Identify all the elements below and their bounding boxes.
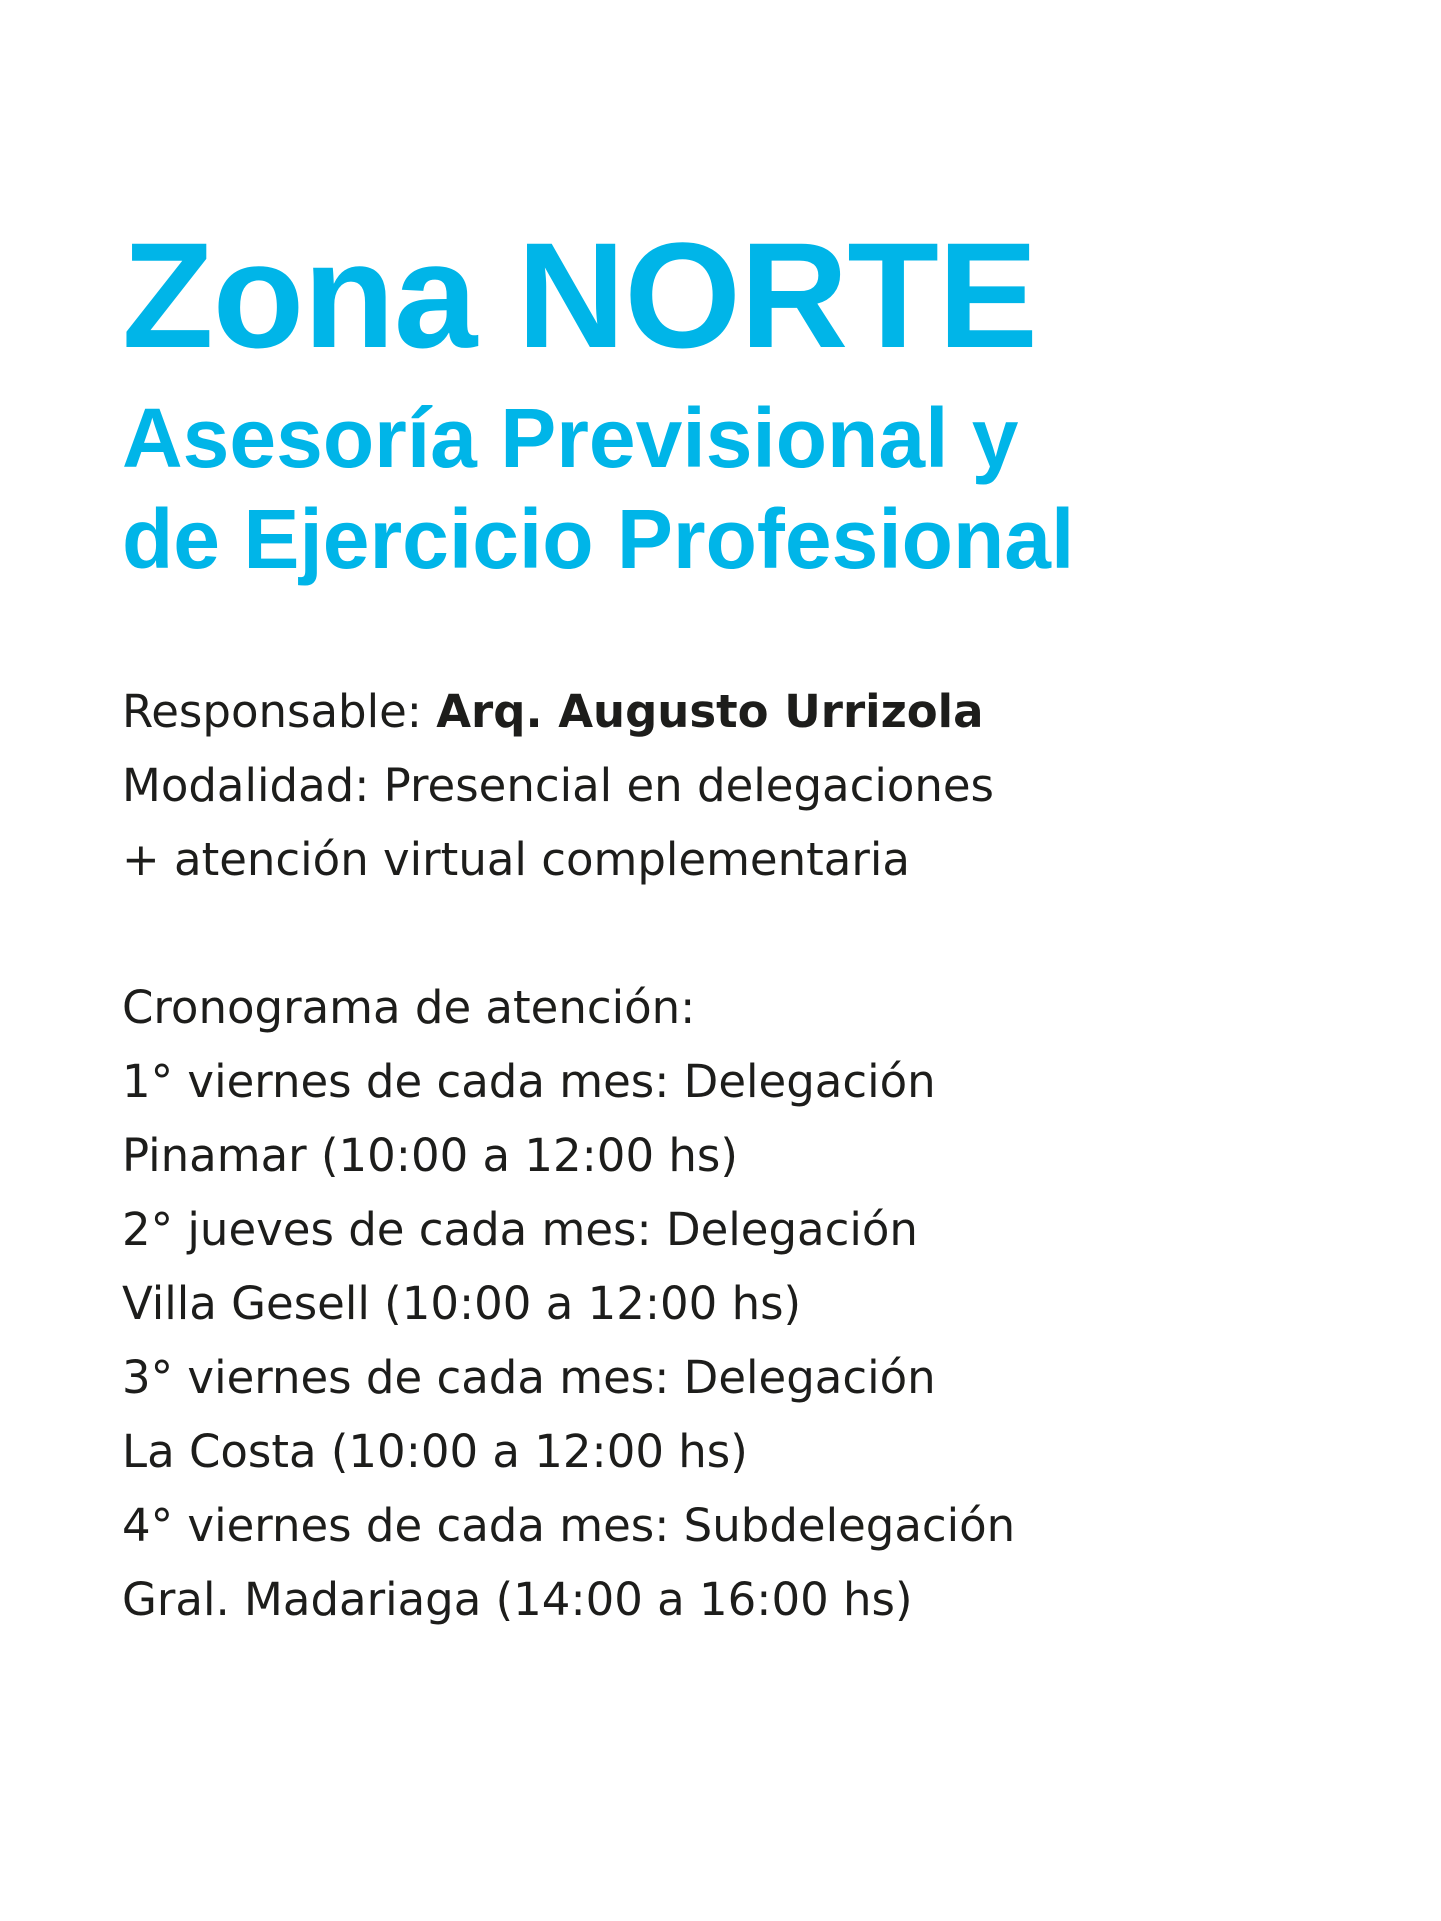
schedule-line-8: Gral. Madariaga (14:00 a 16:00 hs) xyxy=(122,1573,913,1626)
subtitle-line-1: Asesoría Previsional y xyxy=(122,391,1019,485)
schedule-line-1: 1° viernes de cada mes: Delegación xyxy=(122,1055,936,1108)
page-subtitle xyxy=(122,388,1382,590)
schedule-line-6: La Costa (10:00 a 12:00 hs) xyxy=(122,1425,748,1478)
section-spacer xyxy=(122,897,1382,971)
schedule-line-4: Villa Gesell (10:00 a 12:00 hs) xyxy=(122,1277,802,1330)
schedule-line-2: Pinamar (10:00 a 12:00 hs) xyxy=(122,1129,738,1182)
schedule-line-7: 4° viernes de cada mes: Subdelegación xyxy=(122,1499,1016,1552)
schedule-line-3: 2° jueves de cada mes: Delegación xyxy=(122,1203,918,1256)
schedule-line-5: 3° viernes de cada mes: Delegación xyxy=(122,1351,936,1404)
content-page xyxy=(122,211,1382,1637)
responsable-line xyxy=(122,675,1382,749)
modalidad-line-2: + atención virtual complementaria xyxy=(122,833,910,886)
subtitle-line-2: de Ejercicio Profesional xyxy=(122,492,1075,586)
info-block xyxy=(122,675,1382,1637)
modalidad-line-1: Modalidad: Presencial en delegaciones xyxy=(122,759,995,812)
responsable-label: Responsable: xyxy=(122,685,437,738)
responsable-name: Arq. Augusto Urrizola xyxy=(436,685,984,738)
schedule-heading: Cronograma de atención: xyxy=(122,981,696,1034)
page-title: Zona NORTE xyxy=(122,211,1037,379)
